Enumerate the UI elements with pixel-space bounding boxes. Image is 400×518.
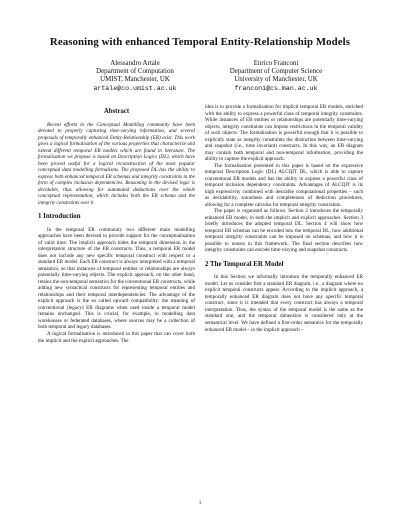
author-affiliation: University of Manchester, UK	[234, 76, 318, 84]
section-heading-introduction: 1 Introduction	[38, 213, 81, 221]
author-email: artale@co.umist.ac.uk	[93, 84, 177, 92]
paragraph: The paper is organised as follows. Section 2 introduces the temporally enhanced ER model, in both the implicit and explicit approaches. Section 3 briefly introduces the adopted temporal DL. Section 4 will show how temporal ER schemas can be encoded into the temporal DL, how additional temporal integrity constraints can be imposed on schemas, and how it is possible to reason in this framework. The final section describes how integrity constraints can encode time-varying and snapshot constructs.	[205, 208, 363, 254]
author-name: Alessandro Artale	[110, 60, 160, 67]
abstract-heading: Abstract	[103, 108, 130, 115]
author-block-2	[201, 60, 351, 93]
abstract-text: Recent efforts in the Conceptual Modelling community have been devoted to properly capturing time-varying information, and several proposals of temporally enhanced Entity-Relationship (ER) exist. This work gives a logical formalisation of the various properties that characterise and extend different temporal ER models which are found in literature. The formalisation we propose is based on Description Logics (DL), which have been proved useful for a logical reconstruction of the most popular conceptual data modelling formalisms. The proposed DL has the ability to express both enhanced temporal ER schemas and integrity constraints in the form of complex inclusion dependencies. Reasoning in the devised logic is decidable, thus allowing for automated deductions over the whole conceptual representation, which includes both the ER schema and the integrity constraints over it.	[38, 121, 195, 206]
paragraph: A logical formalisation is introduced in this paper that can cover both the implicit and the explicit approaches. The	[38, 330, 195, 344]
page-number: 1	[198, 500, 202, 506]
left-column	[38, 109, 195, 344]
abstract-body	[38, 122, 195, 207]
right-column	[205, 104, 363, 333]
author-email: franconi@cs.man.ac.uk	[234, 84, 318, 92]
author-department: Department of Computation	[96, 68, 174, 76]
author-affiliation: UMIST, Manchester, UK	[100, 76, 170, 84]
paragraph: In this Section we informally introduce the temporally enhanced ER model. Let us consider first a standard ER diagram, i.e., a diagram where no explicit temporal constructs appear. According to the implicit approach, a temporally enhanced ER diagram does not have any specific temporal construct, since it is intended that every construct has always a temporal interpretation. Thus, the syntax of the temporal model is the same as the standard one, and the temporal dimension is considered only at the semantical level. We have defined a first-order semantics for the temporally enhanced ER model – in the implicit approach –	[205, 274, 363, 333]
section-heading-temporal-er-model: 2 The Temporal ER Model	[205, 260, 284, 268]
paragraph: The formalisation presented in this paper is based on the expressive temporal Description Logic (DL) ALCQIT DL, which is able to capture conventional ER models and has the ability to express a powerful class of temporal inclusion dependency constraints. Advantages of ALCQIT is its high expressivity combined with desirable computational properties – such as decidability, soundness and completeness of deduction procedures, allowing for a complete calculus for temporal integrity constraints.	[205, 162, 363, 208]
paper-title: Reasoning with enhanced Temporal Entity-Relationship Models	[49, 36, 351, 48]
author-block-1	[60, 60, 210, 93]
author-name: Enrico Franconi	[253, 60, 299, 67]
author-department: Department of Computer Science	[229, 68, 323, 76]
paragraph: In the temporal ER community two different main modelling approaches have been devised to provide support for the conceptualisation of valid time. The implicit approach hides the temporal dimension in the interpretation structure of the ER constructs. Thus, a temporal ER model does not include any new specific temporal construct with respect to a standard ER model. Each ER construct is always interpreted with a temporal semantics, so that instances of temporal entities or relationships are always potentially time-varying objects. The explicit approach, on the other hand, retains the non-temporal semantics for the conventional ER constructs, while adding new syntactical constructs for representing temporal entities and relationships and their temporal interdependencies. The advantage of the explicit approach is the so called upward compatibility: the meaning of conventional (legacy) ER diagrams when used inside a temporal model remains unchanged. This is crucial, for example, in modelling data warehouses or federated databases, where sources may be a collection of both temporal and legacy databases.	[38, 226, 196, 331]
paragraph: idea is to provide a formalisation for implicit temporal ER models, enriched with the ability to express a powerful class of temporal integrity constraints. While instances of ER entities or relationships are potentially time-varying objects, integrity constraints can impose restrictions in the temporal validity of such objects. The formalisation is powerful enough that it is possible to explicitly state as integrity constraints the distinction between time-varying and snapshot (i.e., time invariant) constructs. In this way, an ER diagram may contain both temporal and non-temporal information, providing the ability to capture the explicit approach.	[205, 104, 363, 163]
